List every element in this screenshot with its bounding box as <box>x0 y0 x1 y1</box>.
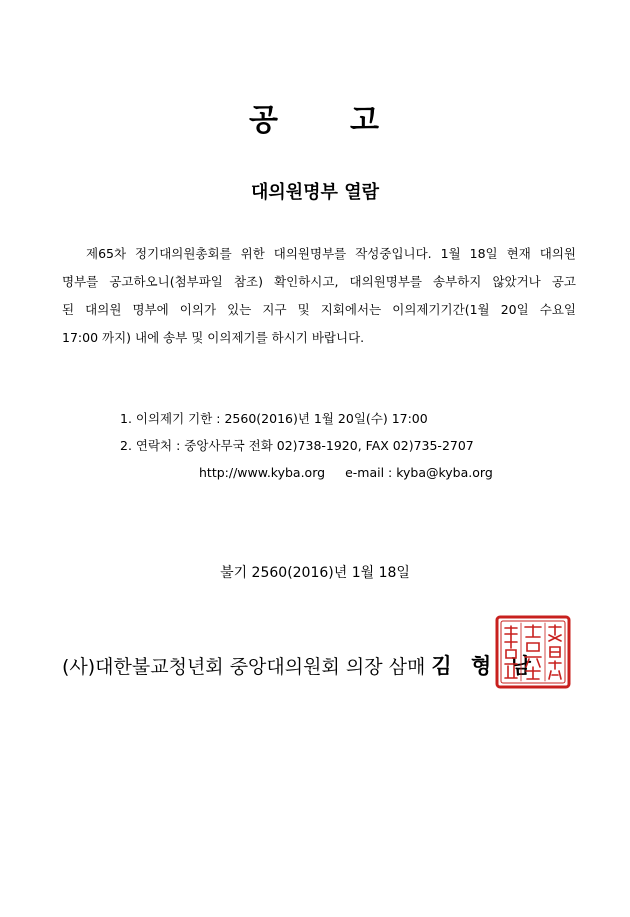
body-line-4: 17:00 까지) 내에 송부 및 이의제기를 하시기 바랍니다. <box>62 330 365 345</box>
email-link[interactable]: e-mail : kyba@kyba.org <box>345 465 493 480</box>
notice-subtitle: 대의원명부 열람 <box>251 182 379 203</box>
signer-line <box>62 650 537 680</box>
website-link[interactable]: http://www.kyba.org <box>199 465 326 480</box>
signer-organization: (사)대한불교청년회 중앙대의원회 의장 삼매 <box>62 656 426 678</box>
body-line-3: 된 대의원 명부에 이의가 있는 지구 및 지회에서는 이의제기기간(1월 20일 수요일 <box>62 302 576 317</box>
page-title <box>0 95 630 139</box>
body-line-2: 명부를 공고하오니(첨부파일 참조) 확인하시고, 대의원명부를 송부하지 않았거나 공고 <box>62 274 576 289</box>
title-part-2: 고 <box>350 103 381 138</box>
body-line-1: 제65차 정기대의원총회를 위한 대의원명부를 작성중입니다. 1월 18일 현재 대의원 <box>86 246 576 261</box>
title-part-1: 공 <box>249 103 280 138</box>
notice-items <box>120 405 493 486</box>
notice-date: 불기 2560(2016)년 1월 18일 <box>220 565 410 581</box>
contact-item: 2. 연락처 : 중앙사무국 전화 02)738-1920, FAX 02)735-2707 <box>120 438 474 453</box>
official-seal-stamp <box>494 614 572 690</box>
notice-body <box>62 240 576 352</box>
deadline-item: 1. 이의제기 기한 : 2560(2016)년 1월 20일(수) 17:00 <box>120 411 428 426</box>
contact-web <box>120 459 493 486</box>
signer-name: 김 형 남 <box>431 654 537 678</box>
